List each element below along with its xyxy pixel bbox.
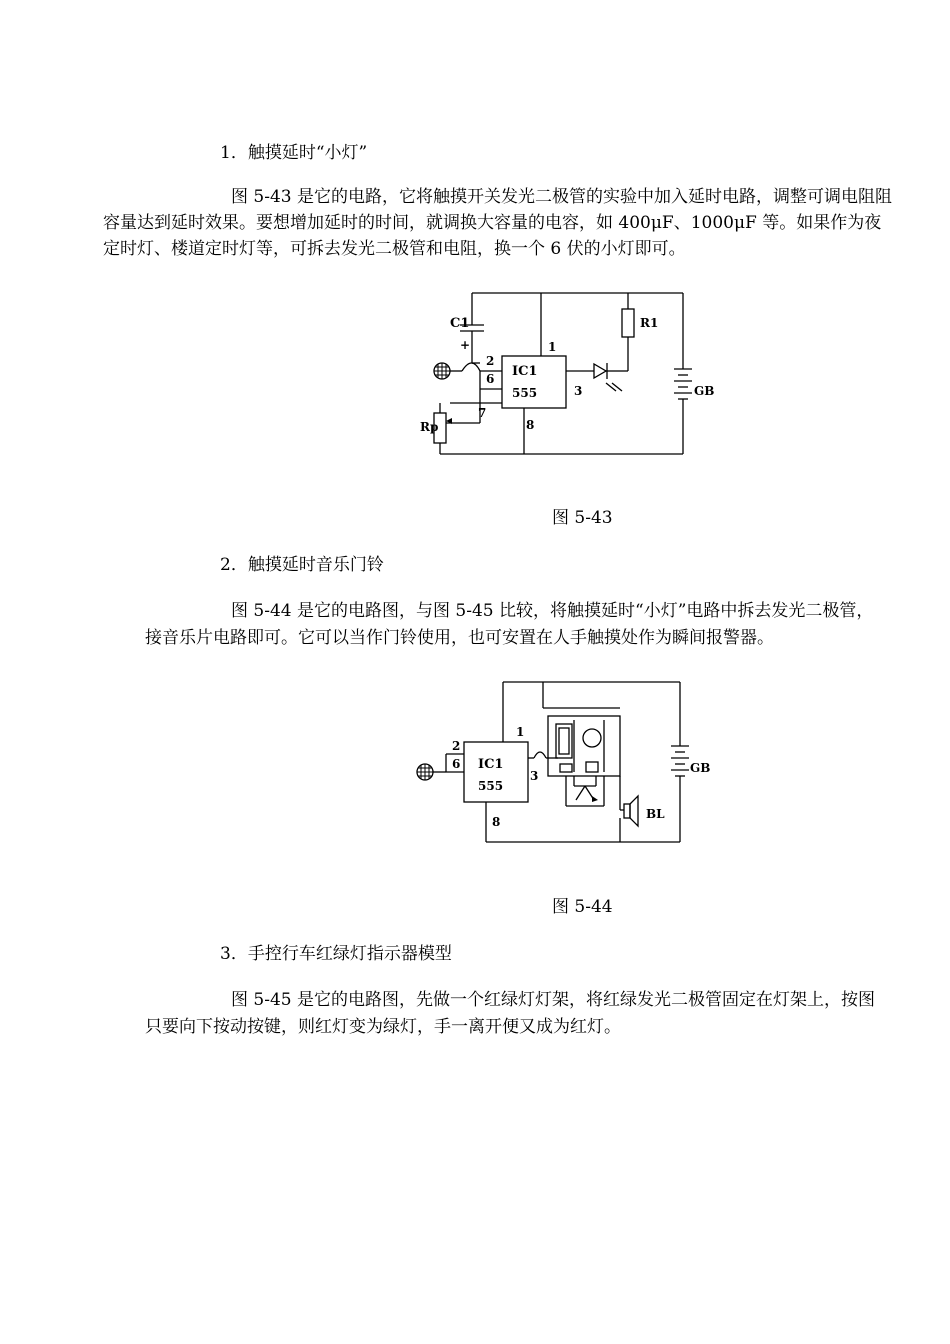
figure-caption: 图 5-43 [552, 508, 613, 528]
label-pin6: 6 [452, 757, 461, 771]
circuit-diagram-5-43 [420, 285, 715, 465]
label-speaker: BL [646, 807, 665, 821]
label-ic: IC1 [478, 757, 504, 772]
label-pin8: 8 [492, 815, 501, 829]
paragraph-line: 容量达到延时效果。要想增加延时的时间，就调换大容量的电容，如 400μF、1000μF 等。如果作为夜 [103, 213, 882, 233]
paragraph-line: 定时灯、楼道定时灯等，可拆去发光二极管和电阻，换一个 6 伏的小灯即可。 [103, 239, 686, 259]
touch-plate-icon [434, 363, 450, 379]
touch-plate-icon [417, 764, 433, 780]
label-pin7: 7 [478, 406, 487, 420]
label-pin2: 2 [452, 739, 461, 753]
section-heading-1: 1．触摸延时“小灯” [220, 143, 368, 163]
paragraph-line: 图 5-43 是它的电路，它将触摸开关发光二极管的实验中加入延时电路，调整可调电阻阻 [231, 187, 892, 207]
label-pin2: 2 [486, 354, 495, 368]
label-pin3: 3 [574, 384, 583, 398]
label-rp: Rp [420, 420, 439, 434]
label-pin1: 1 [516, 725, 525, 739]
paragraph-line: 图 5-44 是它的电路图，与图 5-45 比较，将触摸延时“小灯”电路中拆去发光二极管， [231, 601, 874, 621]
label-pin8: 8 [526, 418, 535, 432]
label-battery: GB [690, 761, 711, 775]
label-pin1: 1 [548, 340, 557, 354]
label-ic: IC1 [512, 364, 538, 379]
label-battery: GB [694, 384, 715, 398]
label-plus: + [460, 338, 471, 352]
paragraph-line: 接音乐片电路即可。它可以当作门铃使用，也可安置在人手触摸处作为瞬间报警器。 [145, 628, 774, 648]
figure-caption: 图 5-44 [552, 897, 613, 917]
paragraph-line: 图 5-45 是它的电路图，先做一个红绿灯灯架，将红绿发光二极管固定在灯架上，按图 [231, 990, 875, 1010]
circuit-diagram-5-44 [408, 676, 718, 851]
section-heading-2: 2．触摸延时音乐门铃 [220, 555, 384, 575]
label-r1: R1 [640, 316, 659, 330]
paragraph-line: 只要向下按动按键，则红灯变为绿灯，手一离开便又成为红灯。 [145, 1017, 621, 1037]
label-ic-model: 555 [512, 386, 538, 400]
section-heading-3: 3．手控行车红绿灯指示器模型 [220, 944, 452, 964]
label-ic-model: 555 [478, 779, 504, 793]
label-pin6: 6 [486, 372, 495, 386]
label-c1: C1 [450, 316, 470, 331]
label-pin3: 3 [530, 769, 539, 783]
